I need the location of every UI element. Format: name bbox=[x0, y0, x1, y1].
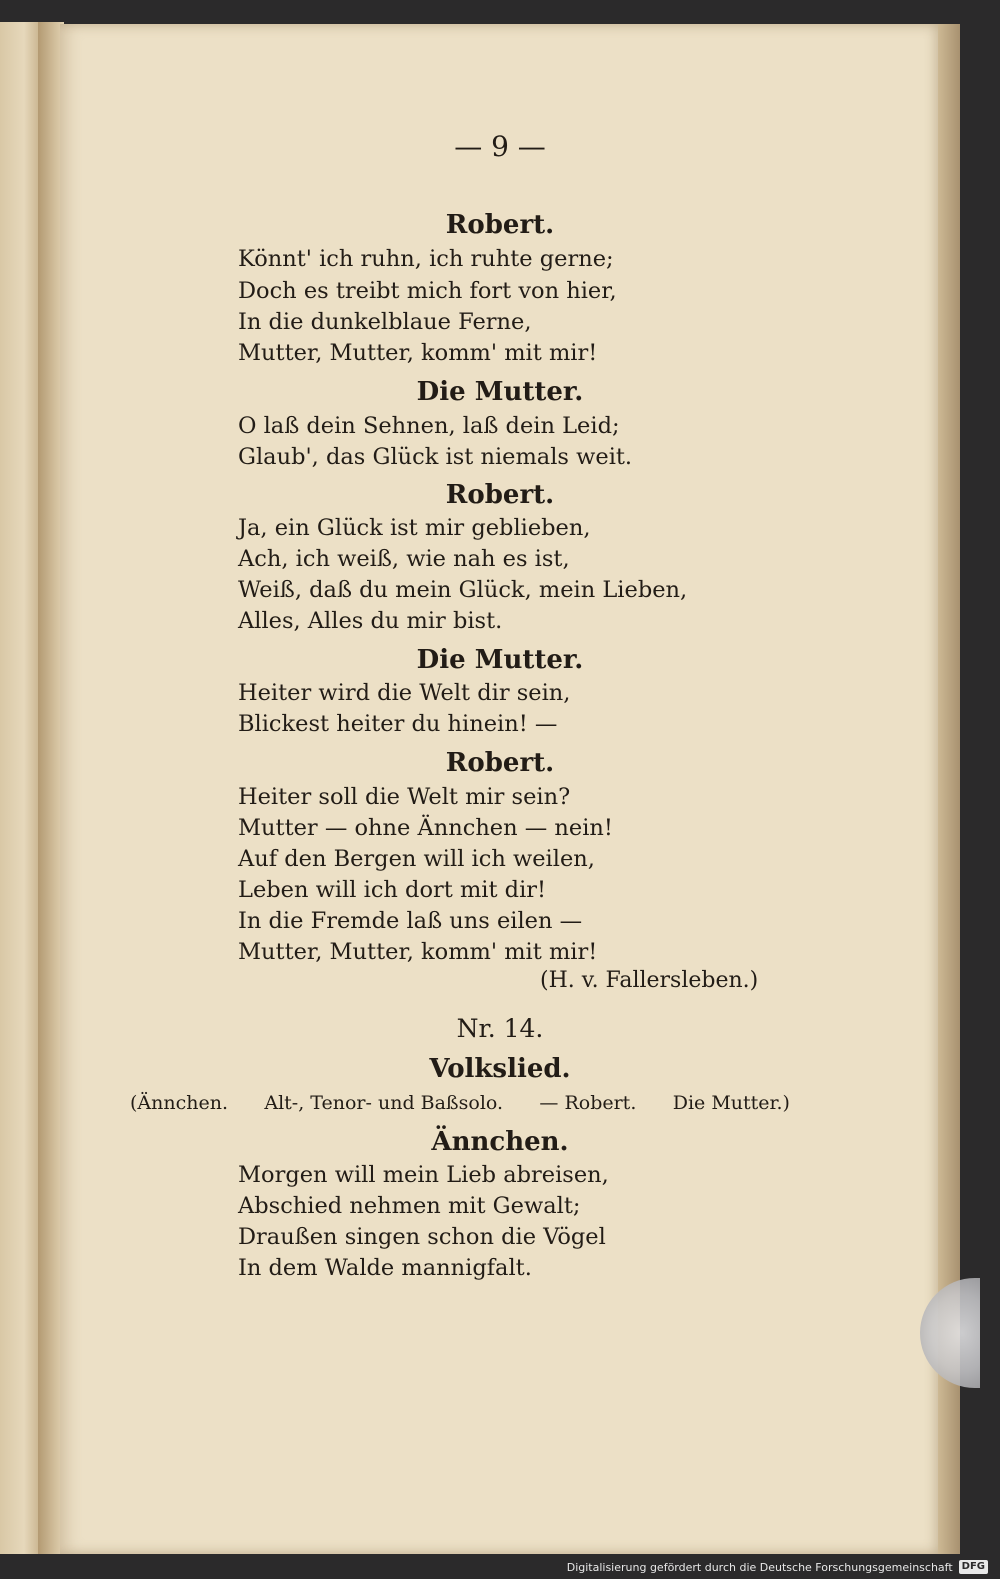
page-text bbox=[60, 24, 940, 1554]
verse-line: Ja, ein Glück ist mir geblieben, bbox=[238, 515, 591, 541]
verse-line: Heiter soll die Welt mir sein? bbox=[238, 784, 571, 810]
footer-text: Digitalisierung gefördert durch die Deutsche Forschungsgemeinschaft bbox=[566, 1560, 953, 1574]
book-page bbox=[60, 24, 940, 1554]
author-attribution: (H. v. Fallersleben.) bbox=[540, 968, 759, 993]
verse-line: Alles, Alles du mir bist. bbox=[238, 608, 503, 634]
verse-line: Heiter wird die Welt dir sein, bbox=[238, 680, 571, 706]
verse-line: Mutter, Mutter, komm' mit mir! bbox=[238, 939, 598, 965]
verse-line: Ach, ich weiß, wie nah es ist, bbox=[238, 546, 570, 572]
verse-line: O laß dein Sehnen, laß dein Leid; bbox=[238, 413, 620, 439]
verse-line: In dem Walde mannigfalt. bbox=[238, 1255, 532, 1281]
song-number: Nr. 14. bbox=[456, 1014, 544, 1043]
dfg-logo: DFG bbox=[959, 1560, 988, 1574]
speaker-heading: Robert. bbox=[445, 748, 555, 778]
speaker-heading: Die Mutter. bbox=[416, 377, 584, 407]
verse-line: Leben will ich dort mit dir! bbox=[238, 877, 547, 903]
speaker-heading: Robert. bbox=[445, 210, 555, 240]
speaker-heading: Ännchen. bbox=[431, 1127, 569, 1157]
song-title: Volkslied. bbox=[429, 1054, 571, 1084]
speaker-heading: Die Mutter. bbox=[416, 645, 584, 675]
voice-part: (Ännchen. bbox=[130, 1092, 229, 1114]
left-page-edge bbox=[0, 22, 40, 1554]
verse-line: In die dunkelblaue Ferne, bbox=[238, 309, 532, 335]
digitization-footer bbox=[567, 1558, 988, 1576]
verse-line: Abschied nehmen mit Gewalt; bbox=[238, 1193, 581, 1219]
verse-line: Morgen will mein Lieb abreisen, bbox=[238, 1162, 609, 1188]
verse-line: Glaub', das Glück ist niemals weit. bbox=[238, 444, 633, 470]
verse-line: Mutter — ohne Ännchen — nein! bbox=[238, 815, 613, 841]
verse-line: Könnt' ich ruhn, ich ruhte gerne; bbox=[238, 246, 614, 272]
verse-line: In die Fremde laß uns eilen — bbox=[238, 908, 583, 934]
verse-line: Doch es treibt mich fort von hier, bbox=[238, 278, 617, 304]
voice-assignment bbox=[130, 1092, 790, 1114]
verse-line: Auf den Bergen will ich weilen, bbox=[238, 846, 595, 872]
verse-line: Mutter, Mutter, komm' mit mir! bbox=[238, 340, 598, 366]
voice-part: Die Mutter.) bbox=[672, 1092, 790, 1114]
voice-part: — Robert. bbox=[539, 1092, 637, 1114]
page-number: — 9 — bbox=[454, 130, 546, 163]
verse-line: Weiß, daß du mein Glück, mein Lieben, bbox=[238, 577, 688, 603]
speaker-heading: Robert. bbox=[445, 480, 555, 510]
verse-line: Blickest heiter du hinein! — bbox=[238, 711, 558, 737]
voice-part: Alt-, Tenor- und Baßsolo. bbox=[264, 1092, 504, 1114]
verse-line: Draußen singen schon die Vögel bbox=[238, 1224, 606, 1250]
